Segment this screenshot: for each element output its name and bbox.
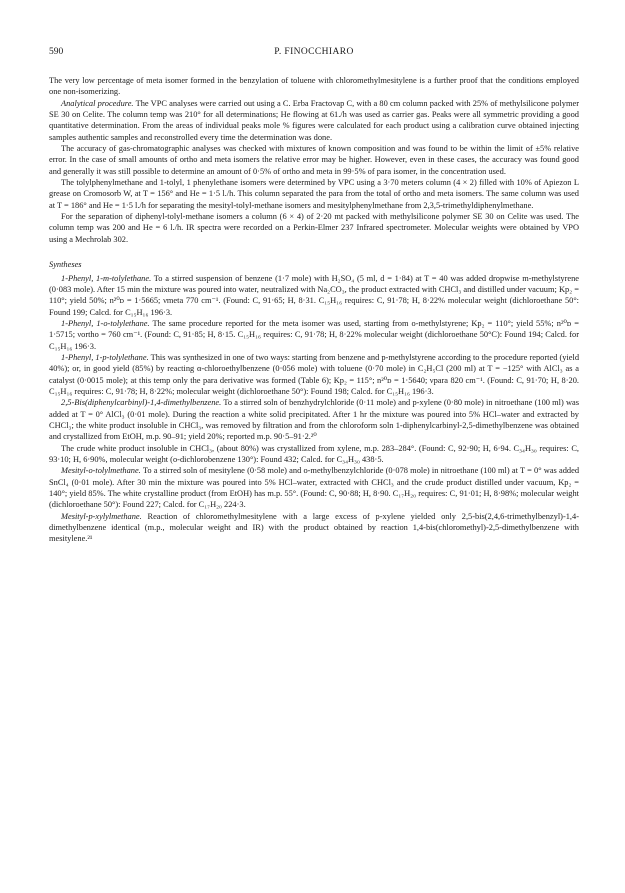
mesityl-o-tolylmethane-heading: Mesityl-o-tolylmethane.: [61, 466, 141, 476]
mesityl-p-xylylmethane-text: Reaction of chloromethylmesitylene with a large excess of p-xylene yielded only 2,5-bis(2,4,6-trimethylbenzyl)-1,4-dimethylbenzene identical (m.p., molecular weight and IR) with the product obtained by reaction 1,4-bis(chloromethyl)-2,5-dimethylbenzene with mesitylene.²¹: [49, 511, 579, 544]
paragraph-o-tolylethane: [49, 318, 579, 352]
article-body: [49, 75, 579, 545]
o-tolylethane-heading: 1-Phenyl, 1-o-tolylethane.: [61, 318, 150, 328]
bis-diphenylcarbinyl-heading: 2,5-Bis(diphenylcarbinyl)-1,4-dimethylbenzene.: [61, 398, 222, 408]
analytical-procedure-heading: Analytical procedure.: [61, 98, 134, 108]
paragraph-analytical-procedure: [49, 98, 579, 143]
m-tolylethane-text: To a stirred suspension of benzene (1·7 mole) with H₂SO₄ (5 ml, d = 1·84) at T = 40 was added dropwise m-methylstyrene (0·083 mole). After 15 min the mixture was poured into water, neutralized with Na₂CO₃, the product extracted with CHCl₃ and distilled under vacuum; Kp₂ = 110°; yield 50%; n²⁰ᴅ = 1·5665; νmeta 770 cm⁻¹. (Found: C, 91·65; H, 8·31. C₁₅H₁₆ requires: C, 91·78; H, 8·22% molecular weight (dichloroethane 50°: Found 199; Calcd. for C₁₅H₁₆ 196·3.: [49, 273, 579, 317]
running-header: [49, 47, 579, 61]
p-tolylethane-text: This was synthesized in one of two ways: starting from benzene and p-methylstyrene according to the procedure reported (yield 40%); or, in good yield (85%) by reacting α-chloroethylbenzene (0·056 mole) with toluene (0·70 mole) in C₂H₅Cl (200 ml) at T = −125° with AlCl₃ as a catalyst (0·0015 mole); at this temp only the para derivative was formed (Table 6); Kp₂ = 115°; n²⁰ᴅ = 1·5640; νpara 820 cm⁻¹. (Found: C, 91·70; H, 8·20. C₁₅H₁₆ requires: C, 91·78; H, 8·22%; molecular weight (dichloroethane 50°): Found 198; Calcd. for C₁₅H₁₆ 196·3.: [49, 352, 580, 396]
paragraph-m-tolylethane: [49, 273, 579, 318]
mesityl-o-tolylmethane-text: To a stirred soln of mesitylene (0·58 mole) and o-methylbenzylchloride (0·078 mole) in nitroethane (100 ml) at T = 0° was added SnCl₄ (0·01 mole). After 30 min the mixture was poured into 5% HCl–water, extracted with CHCl₃ and the crude product distilled under vacuum, Kp₂ = 140°; yield 85%. The white crystalline product (from EtOH) has m.p. 55°. (Found: C, 90·88; H, 8·90. C₁₇H₂₀ requires: C, 91·01; H, 8·98%; molecular weight (dichloroethane 50°): Found 227; Calcd. for C₁₇H₂₀ 224·3.: [49, 466, 580, 510]
bis-diphenylcarbinyl-text: To a stirred soln of benzhydrylchloride (0·11 mole) and p-xylene (0·80 mole) in nitroethane (100 ml) was added at T = 0° AlCl₃ (0·01 mole). During the reaction a white solid precipitated. After 1 hr the mixture was poured into 5% HCl–water and extracted by CHCl₃; the white product insoluble in CHCl₃, was removed by filtration and from the chloroform soln 1-diphenylcarbinyl-2,5-dimethylbenzene was obtained and crystallized from EtOH, m.p. 90–91; yield 20%; reported m.p. 90·5–91·2.²⁰: [49, 398, 579, 442]
paragraph-p-tolylethane: [49, 352, 579, 397]
page-number: 590: [49, 47, 64, 57]
analytical-procedure-text: The VPC analyses were carried out using a C. Erba Fractovap C, with a 80 cm column packed with 25% of methylsilicone polymer SE 30 on Celite. The column temp was 210° for all determinations; He flowing at 61./h was used as carrier gas. Peaks were all symmetric providing a good quantitative determination. From the areas of individual peaks mole % figures were calculated for each product using a calibration curve obtained injecting samples authentic samples and reconstrolled every time the determination was done.: [49, 98, 579, 142]
o-tolylethane-text: The same procedure reported for the meta isomer was used, starting from o-methylstyrene; Kp₂ = 110°; yield 55%; n²⁰ᴅ = 1·5715; νortho = 760 cm⁻¹. (Found: C, 91·85; H, 8·15. C₁₅H₁₆ requires: C, 91·78; H, 8·22% molecular weight (dichloroethane 50°C): Found 194; Calcd. for C₁₅H₁₆ 196·3.: [49, 318, 579, 351]
m-tolylethane-heading: 1-Phenyl, 1-m-tolylethane.: [61, 273, 152, 283]
paragraph-crude-white-product: The crude white product insoluble in CHCl₃, (about 80%) was crystallized from xylene, m.p. 283–284°. (Found: C, 92·90; H, 6·94. C₃₄H₃₀ requires: C, 93·10; H, 6·90%, molecular weight (o-dichlorobenzene 130°): Found 432; Calcd. for C₃₄H₃₀ 438·5.: [49, 443, 579, 464]
syntheses-heading: Syntheses: [49, 260, 82, 270]
author-name: P. FINOCCHIARO: [274, 47, 354, 57]
paragraph-tolylphenylmethane: The tolylphenylmethane and 1-tolyl, 1 phenylethane isomers were determined by VPC using a 3·70 meters column (4 × 2) filled with 10% of Apiezon L grease on Cromosorb W, at T = 156° and He = 1·5 l./h. This column separated the para from the total of ortho and meta isomers. The same column was used at T = 186° and He = 1·5 l./h for separating the mesityl-tolyl-methane isomers and mesitylphenylmethane from 2,3,5-trimethyldiphenylmethane.: [49, 178, 579, 210]
paragraph-meta-isomer: The very low percentage of meta isomer formed in the benzylation of toluene with chloromethylmesitylene is a further proof that the conditions employed one non-isomerizing.: [49, 76, 579, 97]
paragraph-mesityl-o-tolylmethane: [49, 465, 579, 510]
paragraph-accuracy: The accuracy of gas-chromatographic analyses was checked with mixtures of known composition and was found to be within the limit of ±5% relative error. In the case of small amounts of ortho and meta isomers the relative error may be higher. However, even in these cases, the accuracy was found good and generally it was still possible to determine an amount of 0·5% of ortho and meta in 99·5% of para isomer, in the concentration used.: [49, 144, 579, 176]
paragraph-mesityl-p-xylylmethane: [49, 511, 579, 545]
paragraph-bis-diphenylcarbinyl: [49, 397, 579, 442]
paragraph-diphenyl-separation: For the separation of diphenyl-tolyl-methane isomers a column (6 × 4) of 2·20 mt packed with methylsilicone polymer SE 30 on Celite was used. The column temp was 200 and He = 6 l./h. IR spectra were recorded on a Perkin-Elmer 237 Infrared spectrometer. Molecular weights were obtained by VPO using a Mechrolab 302.: [49, 212, 579, 244]
p-tolylethane-heading: 1-Phenyl, 1-p-tolylethane.: [61, 352, 149, 362]
mesityl-p-xylylmethane-heading: Mesityl-p-xylylmethane.: [61, 511, 142, 521]
